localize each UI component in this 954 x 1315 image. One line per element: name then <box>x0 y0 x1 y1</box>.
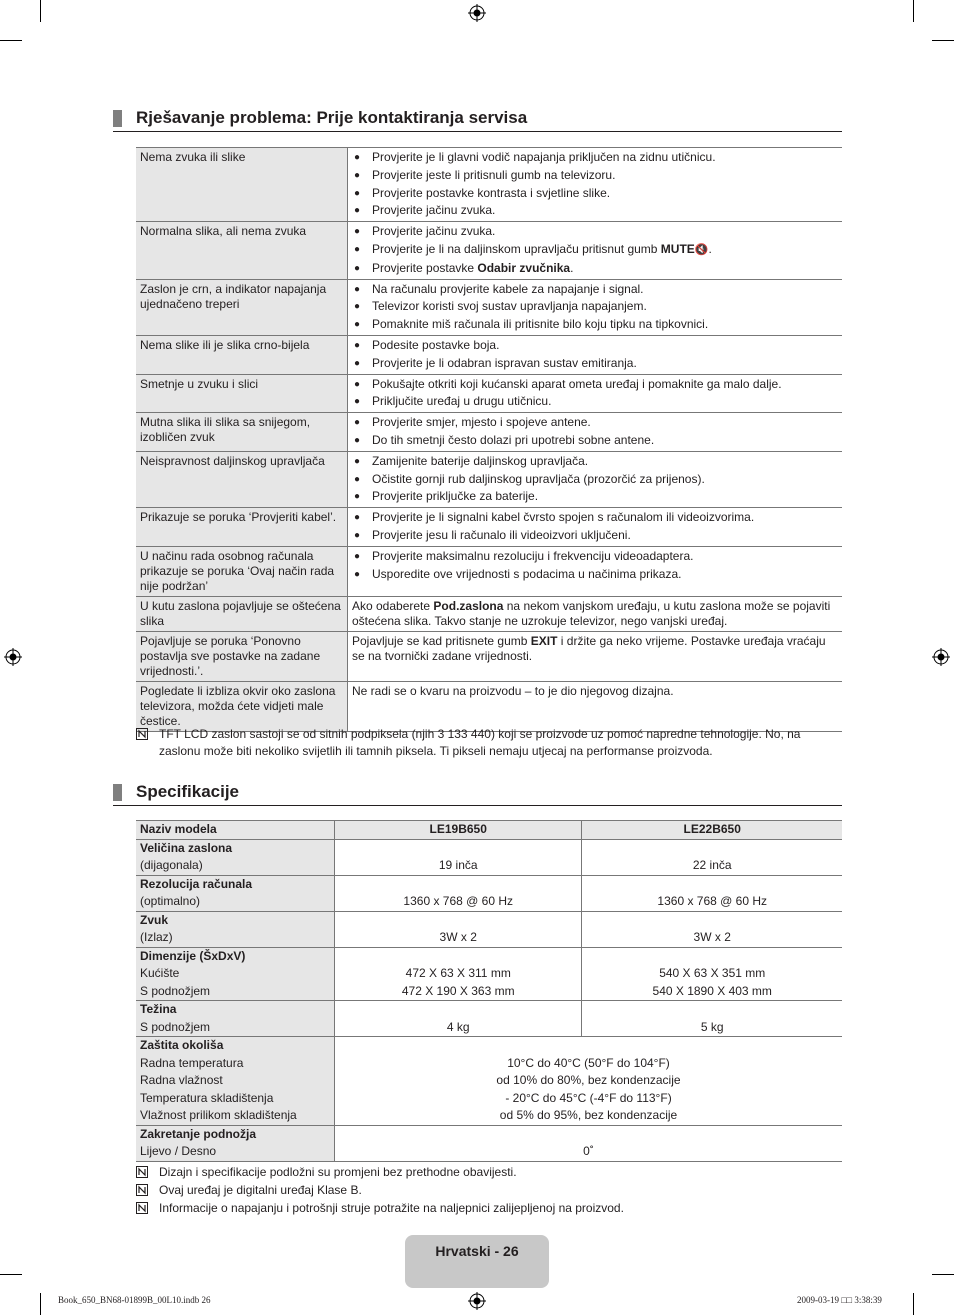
table-row <box>136 596 842 631</box>
spec-value: 4 kg <box>446 1019 470 1034</box>
spec-row <box>136 911 842 947</box>
spec-label <box>136 947 335 1001</box>
spec-value: 1360 x 768 @ 60 Hz <box>403 894 514 908</box>
text: . <box>570 260 574 275</box>
solution-item <box>352 414 838 432</box>
spec-label <box>136 875 335 911</box>
spec-value-le22b650 <box>582 947 842 1001</box>
solution-item <box>352 185 838 203</box>
text: Televizor koristi svoj sustav upravljanja napajanjem. <box>372 299 647 314</box>
spec-value: od 10% do 80%, bez kondenzacije <box>496 1073 681 1087</box>
table-row <box>136 631 842 681</box>
spec-value: 472 X 190 X 363 mm <box>401 983 515 998</box>
text: Podesite postavke boja. <box>372 337 500 352</box>
solution-item <box>352 260 838 278</box>
spec-subheading: Vlažnost prilikom skladištenja <box>140 1108 297 1122</box>
imprint-date: 2009-03-19 □□ 3:38:39 <box>797 1295 882 1305</box>
spec-value: 5 kg <box>700 1019 724 1034</box>
text: Provjerite maksimalnu rezoluciju i frekvenciju videoadaptera. <box>372 548 694 563</box>
solution-list <box>352 548 838 584</box>
spec-value: 3W x 2 <box>693 930 731 944</box>
spec-value: 3W x 2 <box>439 930 477 944</box>
section-title: Specifikacije <box>136 782 240 801</box>
table-row <box>136 279 842 335</box>
text: Provjerite jesu li računalo ili videoizvori uključeni. <box>372 527 631 542</box>
problem-cell: Mutna slika ili slika sa snijegom, izobličen zvuk <box>136 413 348 452</box>
model-name: LE19B650 <box>335 821 582 840</box>
spec-subheading: Lijevo / Desno <box>140 1144 217 1158</box>
spec-subheading: Kućište <box>140 966 180 980</box>
problem-cell: Nema slike ili je slika crno-bijela <box>136 335 348 374</box>
note-text: Ovaj uređaj je digitalni uređaj Klase B. <box>159 1183 362 1197</box>
solution-paragraph <box>352 683 838 699</box>
spec-value: 1360 x 768 @ 60 Hz <box>657 894 768 908</box>
spec-subheading: (dijagonala) <box>140 858 203 872</box>
bullet-icon: ● <box>354 568 361 580</box>
bullet-icon: ● <box>354 529 361 541</box>
text: Zamijenite baterije daljinskog upravljača. <box>372 453 589 468</box>
solution-item <box>352 241 838 260</box>
solution-list <box>352 149 838 220</box>
spec-subheading: S podnožjem <box>140 983 211 998</box>
solution-item <box>352 548 838 566</box>
spec-row <box>136 1037 842 1126</box>
solution-cell <box>348 279 843 335</box>
spec-subheading: Radna vlažnost <box>140 1073 223 1087</box>
table-row <box>136 681 842 731</box>
crop-mark <box>40 1293 41 1315</box>
crop-mark <box>40 0 41 22</box>
note-item <box>136 1182 842 1199</box>
problem-cell: Prikazuje se poruka ‘Provjeriti kabel’. <box>136 508 348 547</box>
solution-item <box>352 432 838 450</box>
spec-value-le22b650 <box>582 839 842 875</box>
text: Provjerite jačinu zvuka. <box>372 224 496 239</box>
bullet-icon: ● <box>354 283 361 295</box>
spec-value: 22 inča <box>692 858 732 872</box>
crop-mark <box>913 0 914 22</box>
bold-text: Odabir zvučnika <box>477 260 571 275</box>
text: Pomaknite miš računala ili pritisnite bilo koju tipku na tipkovnici. <box>372 317 709 332</box>
note-text: TFT LCD zaslon sastoji se od sitnih podpiksela (njih 3 133 440) koji se proizvode uz pomoć napredne tehnologije. No, na zaslonu može biti nekoliko svijetlih ili tamnih piksela. Ti pikseli nemaju utjecaj na performanse proizvoda. <box>159 727 801 758</box>
table-row <box>136 546 842 596</box>
model-name: LE22B650 <box>582 821 842 840</box>
note-icon <box>136 1184 148 1196</box>
bullet-icon: ● <box>354 262 361 274</box>
crop-mark <box>932 1274 954 1275</box>
solution-cell <box>348 681 843 731</box>
registration-mark-icon <box>932 648 950 666</box>
crop-mark <box>932 40 954 41</box>
spec-heading: Rezolucija računala <box>140 876 253 891</box>
solution-list <box>352 281 838 334</box>
text: Provjerite je li odabran ispravan sustav emitiranja. <box>372 355 637 370</box>
solution-cell <box>348 631 843 681</box>
text: Provjerite priključke za baterije. <box>372 489 539 504</box>
spec-row <box>136 839 842 875</box>
note-pixels <box>136 726 842 760</box>
problem-cell: Smetnje u zvuku i slici <box>136 374 348 413</box>
spec-value: 540 X 63 X 351 mm <box>659 966 766 980</box>
spec-label <box>136 1125 335 1161</box>
solution-item <box>352 316 838 334</box>
solution-cell <box>348 413 843 452</box>
imprint-file: Book_650_BN68-01899B_00L10.indb 26 <box>58 1295 211 1305</box>
spec-header-row <box>136 821 842 840</box>
problem-cell: Zaslon je crn, a indikator napajanja ujednačeno treperi <box>136 279 348 335</box>
spec-value-le19b650 <box>335 911 582 947</box>
model-label: Naziv modela <box>136 821 335 840</box>
spec-value-shared <box>335 1037 843 1126</box>
table-row <box>136 451 842 507</box>
spec-heading: Veličina zaslona <box>140 840 233 855</box>
bullet-icon: ● <box>354 339 361 351</box>
solution-item <box>352 223 838 241</box>
section-title: Rješavanje problema: Prije kontaktiranja servisa <box>136 108 528 127</box>
note-icon <box>136 1202 148 1214</box>
text: na nekom vanjskom uređaju, u kutu zaslona može se pojaviti oštećena slika. Takvo stanje ne uzrokuje televizor, nego vanjski uređaj. <box>352 598 831 628</box>
spec-value: 19 inča <box>438 858 478 872</box>
heading-bar <box>113 784 122 801</box>
solution-item <box>352 337 838 355</box>
solution-item <box>352 149 838 167</box>
spec-heading: Zaštita okoliša <box>140 1038 224 1052</box>
bullet-icon: ● <box>354 434 361 446</box>
solution-item <box>352 376 838 394</box>
solution-item <box>352 393 838 411</box>
spec-value-le19b650 <box>335 839 582 875</box>
table-row <box>136 374 842 413</box>
solution-cell <box>348 451 843 507</box>
text: Provjerite je li na daljinskom upravljaču pritisnut gumb <box>372 241 661 256</box>
problem-cell: U kutu zaslona pojavljuje se oštećena slika <box>136 596 348 631</box>
table-row <box>136 413 842 452</box>
spec-value-le22b650 <box>582 875 842 911</box>
problem-cell: Nema zvuka ili slike <box>136 148 348 222</box>
note-icon <box>136 1166 148 1178</box>
heading-bar <box>113 110 122 127</box>
solution-cell <box>348 222 843 279</box>
spec-value-le19b650 <box>335 875 582 911</box>
solution-item <box>352 298 838 316</box>
text: Usporedite ove vrijednosti s podacima u načinima prikaza. <box>372 566 682 581</box>
solution-list <box>352 376 838 412</box>
text: Priključite uređaj u drugu utičnicu. <box>372 394 552 409</box>
solution-item <box>352 527 838 545</box>
solution-list <box>352 223 838 277</box>
spec-value: od 5% do 95%, bez kondenzacije <box>499 1108 678 1122</box>
text: Provjerite je li glavni vodič napajanja priključen na zidnu utičnicu. <box>372 150 716 164</box>
spec-row <box>136 875 842 911</box>
problem-cell: Pogledate li izbliza okvir oko zaslona televizora, možda ćete vidjeti male čestice. <box>136 681 348 731</box>
spec-subheading: S podnožjem <box>140 1019 211 1034</box>
note-item <box>136 1200 842 1217</box>
bullet-icon: ● <box>354 378 361 390</box>
spec-value: - 20°C do 45°C (-4°F do 113°F) <box>505 1090 672 1105</box>
spec-value-le22b650 <box>582 911 842 947</box>
text: Očistite gornji rub daljinskog upravljača (prozorčić za prijenos). <box>372 471 705 486</box>
registration-mark-icon <box>468 4 486 22</box>
bullet-icon: ● <box>354 243 361 255</box>
spec-heading: Zvuk <box>140 912 169 927</box>
crop-mark <box>0 1274 22 1275</box>
spec-row <box>136 1001 842 1037</box>
spec-value-le22b650 <box>582 1001 842 1037</box>
text: Ne radi se o kvaru na proizvodu – to je dio njegovog dizajna. <box>352 683 674 698</box>
note-item <box>136 1164 842 1181</box>
text: Provjerite jeste li pritisnuli gumb na televizoru. <box>372 167 616 182</box>
note-text: Informacije o napajanju i potrošnji struje potražite na naljepnici zalijepljenoj na proizvod. <box>159 1201 624 1215</box>
solution-cell <box>348 546 843 596</box>
solution-cell <box>348 596 843 631</box>
bullet-icon: ● <box>354 396 361 408</box>
bullet-icon: ● <box>354 473 361 485</box>
spec-value-le19b650 <box>335 1001 582 1037</box>
problem-cell: Pojavljuje se poruka ‘Ponovno postavlja sve postavke na zadane vrijednosti.’. <box>136 631 348 681</box>
bullet-icon: ● <box>354 301 361 313</box>
text: Na računalu provjerite kabele za napajanje i signal. <box>372 281 644 296</box>
bullet-icon: ● <box>354 357 361 369</box>
text: Do tih smetnji često dolazi pri upotrebi sobne antene. <box>372 432 655 447</box>
solution-list <box>352 453 838 506</box>
text: Provjerite smjer, mjesto i spojeve antene. <box>372 415 591 430</box>
spec-value-le19b650 <box>335 947 582 1001</box>
table-row <box>136 148 842 222</box>
text: Ako odaberete <box>352 598 434 613</box>
solution-item <box>352 281 838 299</box>
section-heading-troubleshooting <box>113 108 842 132</box>
problem-cell: Neispravnost daljinskog upravljača <box>136 451 348 507</box>
solution-item <box>352 202 838 220</box>
spec-heading: Težina <box>140 1002 177 1016</box>
text: Provjerite postavke <box>372 260 478 275</box>
spec-heading: Zakretanje podnožja <box>140 1126 257 1141</box>
bullet-icon: ● <box>354 226 361 238</box>
table-row <box>136 335 842 374</box>
bullet-icon: ● <box>354 169 361 181</box>
crop-mark <box>0 40 22 41</box>
bullet-icon: ● <box>354 491 361 503</box>
solution-cell <box>348 335 843 374</box>
note-icon <box>136 728 148 740</box>
solution-cell <box>348 508 843 547</box>
table-row <box>136 508 842 547</box>
registration-mark-icon <box>4 648 22 666</box>
note-text: Dizajn i specifikacije podložni su promjeni bez prethodne obavijesti. <box>159 1165 517 1179</box>
spec-value: 472 X 63 X 311 mm <box>405 966 511 980</box>
solution-item <box>352 488 838 506</box>
bullet-icon: ● <box>354 417 361 429</box>
text: Pojavljuje se kad pritisnete gumb <box>352 633 531 648</box>
specifications-table <box>136 820 842 1162</box>
solution-paragraph <box>352 633 838 664</box>
solution-item <box>352 355 838 373</box>
solution-cell <box>348 148 843 222</box>
solution-list <box>352 337 838 373</box>
spec-subheading: (optimalno) <box>140 894 201 908</box>
bullet-icon: ● <box>354 187 361 199</box>
spec-heading: Dimenzije (ŠxDxV) <box>140 948 246 963</box>
solution-paragraph <box>352 598 838 629</box>
spec-label <box>136 839 335 875</box>
spec-subheading: (Izlaz) <box>140 930 173 944</box>
crop-mark <box>913 1293 914 1315</box>
solution-list <box>352 509 838 545</box>
spec-value: 540 X 1890 X 403 mm <box>652 983 772 998</box>
spec-label <box>136 911 335 947</box>
bullet-icon: ● <box>354 550 361 562</box>
solution-item <box>352 566 838 584</box>
solution-item <box>352 471 838 489</box>
spec-row <box>136 947 842 1001</box>
spec-value: 0˚ <box>583 1144 594 1158</box>
text: Provjerite postavke kontrasta i svjetline slike. <box>372 185 611 200</box>
page-number-tab <box>405 1235 549 1288</box>
bullet-icon: ● <box>354 455 361 467</box>
text: . <box>708 241 712 256</box>
text: Provjerite je li signalni kabel čvrsto spojen s računalom ili videoizvorima. <box>372 510 755 525</box>
bold-text: MUTE <box>660 241 695 256</box>
problem-cell: U načinu rada osobnog računala prikazuje se poruka ‘Ovaj način rada nije podržan’ <box>136 546 348 596</box>
bullet-icon: ● <box>354 205 361 217</box>
text: Provjerite jačinu zvuka. <box>372 203 496 218</box>
bullet-icon: ● <box>354 319 361 331</box>
solution-item <box>352 453 838 471</box>
solution-item <box>352 167 838 185</box>
bullet-icon: ● <box>354 152 361 163</box>
text: Pokušajte otkriti koji kućanski aparat ometa uređaj i pomaknite ga malo dalje. <box>372 376 782 391</box>
spec-value-shared <box>335 1125 843 1161</box>
bullet-icon: ● <box>354 512 361 524</box>
solution-list <box>352 414 838 450</box>
spec-subheading: Temperatura skladištenja <box>140 1090 274 1105</box>
page-label: Hrvatski - 26 <box>435 1243 519 1259</box>
problem-cell: Normalna slika, ali nema zvuka <box>136 222 348 279</box>
bold-text: Pod.zaslona <box>433 598 504 613</box>
spec-value: 10°C do 40°C (50°F do 104°F) <box>507 1055 670 1070</box>
spec-subheading: Radna temperatura <box>140 1055 244 1070</box>
spec-label <box>136 1001 335 1037</box>
solution-cell <box>348 374 843 413</box>
bold-text: EXIT <box>530 633 558 648</box>
section-heading-specifications <box>113 782 842 806</box>
troubleshooting-table <box>136 147 842 732</box>
text: i držite ga neko vrijeme. Postavke uređaja vraćaju se na tvornički zadane vrijednosti. <box>352 633 826 663</box>
solution-item <box>352 509 838 527</box>
registration-mark-icon <box>468 1292 486 1310</box>
spec-row <box>136 1125 842 1161</box>
table-row <box>136 222 842 279</box>
spec-label <box>136 1037 335 1126</box>
mute-icon: 🔇 <box>694 243 709 256</box>
